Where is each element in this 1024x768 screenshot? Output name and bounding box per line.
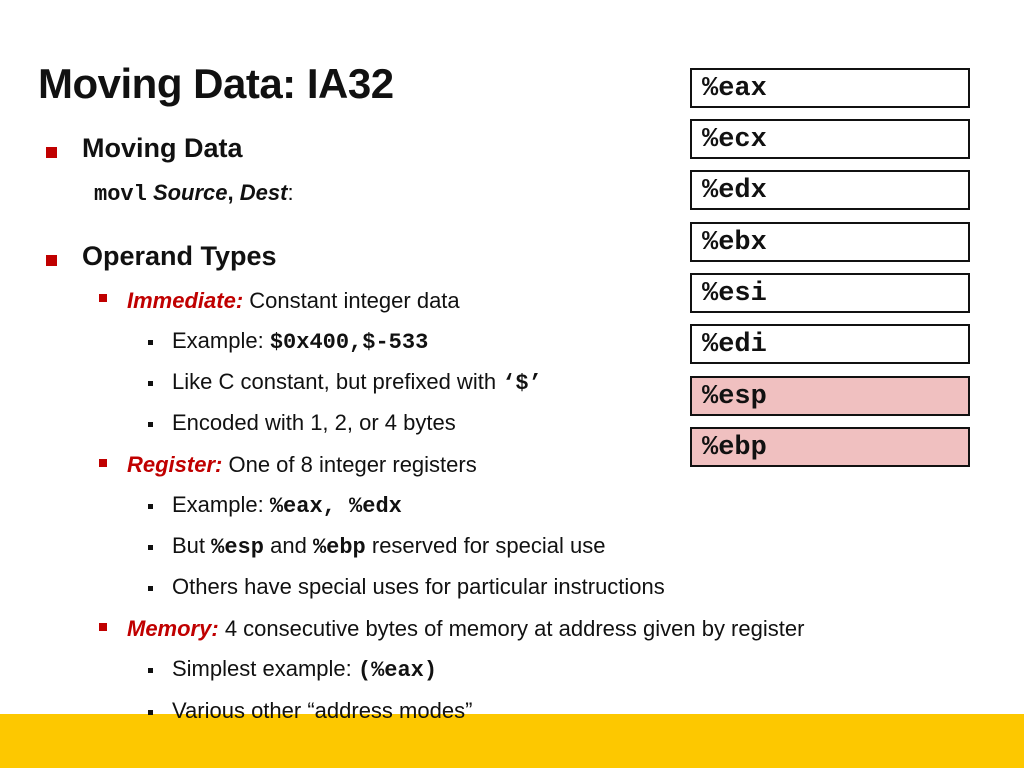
colon: : — [287, 180, 294, 205]
register-example-code: %eax, %edx — [269, 494, 402, 519]
bullet-register-others — [172, 574, 665, 600]
bullet-marker-level3 — [148, 668, 153, 673]
immediate-text: Constant integer data — [249, 288, 460, 313]
movl-syntax-line — [94, 180, 294, 207]
bullet-marker-level3 — [148, 710, 153, 715]
bullet-marker-level3 — [148, 586, 153, 591]
and-text: and — [270, 533, 307, 558]
register-box-esi: %esi — [690, 273, 970, 313]
bullet-marker-level3 — [148, 381, 153, 386]
memory-label: Memory: — [127, 616, 219, 641]
simplest-prefix: Simplest example: — [172, 656, 352, 681]
like-c-text: Like C constant, but prefixed with — [172, 369, 497, 394]
bullet-register — [127, 452, 477, 478]
register-box-ebx: %ebx — [690, 222, 970, 262]
movl-instruction: movl — [94, 182, 147, 207]
encoded-text: Encoded with 1, 2, or 4 bytes — [172, 410, 456, 435]
simplest-code: (%eax) — [357, 658, 438, 683]
bullet-operand-types — [82, 241, 277, 272]
immediate-example-code: $0x400,$-533 — [269, 330, 429, 355]
bullet-marker-level3 — [148, 504, 153, 509]
bullet-memory-various — [172, 698, 472, 724]
bullet-marker-level1 — [46, 147, 57, 158]
immediate-example-prefix: Example: — [172, 328, 264, 353]
but-text: But — [172, 533, 206, 558]
register-box-esp: %esp — [690, 376, 970, 416]
source-operand: Source — [152, 180, 228, 205]
register-example-prefix: Example: — [172, 492, 264, 517]
register-box-ebp: %ebp — [690, 427, 970, 467]
bullet-immediate-encoded — [172, 410, 456, 436]
bullet-marker-level3 — [148, 340, 153, 345]
esp-code: %esp — [211, 535, 264, 560]
bullet-marker-level3 — [148, 422, 153, 427]
register-label: Register: — [127, 452, 223, 477]
immediate-label: Immediate: — [127, 288, 244, 313]
memory-text: 4 consecutive bytes of memory at address given by register — [224, 616, 805, 641]
register-box-edi: %edi — [690, 324, 970, 364]
operand-types-heading: Operand Types — [82, 241, 277, 271]
bullet-marker-level3 — [148, 545, 153, 550]
various-text: Various other “address modes” — [172, 698, 473, 723]
register-box-edx: %edx — [690, 170, 970, 210]
dollar-prefix-code: ‘$’ — [502, 371, 542, 396]
bullet-marker-level2 — [99, 623, 107, 631]
bullet-register-example — [172, 492, 402, 519]
comma: , — [227, 180, 234, 205]
bullet-memory-simplest — [172, 656, 437, 683]
dest-operand: Dest — [239, 180, 288, 205]
bullet-immediate-like-c — [172, 369, 542, 396]
bullet-immediate — [127, 288, 460, 314]
register-box-ecx: %ecx — [690, 119, 970, 159]
footer-bar — [0, 714, 1024, 768]
reserved-text: reserved for special use — [371, 533, 606, 558]
page-title: Moving Data: IA32 — [38, 60, 394, 107]
moving-data-heading: Moving Data — [82, 133, 243, 163]
bullet-moving-data — [82, 133, 243, 164]
others-text: Others have special uses for particular instructions — [172, 574, 665, 599]
bullet-memory — [127, 616, 804, 642]
bullet-register-reserved — [172, 533, 605, 560]
register-text: One of 8 integer registers — [228, 452, 477, 477]
bullet-marker-level1 — [46, 255, 57, 266]
bullet-marker-level2 — [99, 294, 107, 302]
register-box-eax: %eax — [690, 68, 970, 108]
bullet-marker-level2 — [99, 459, 107, 467]
ebp-code: %ebp — [312, 535, 366, 560]
bullet-immediate-example — [172, 328, 428, 355]
